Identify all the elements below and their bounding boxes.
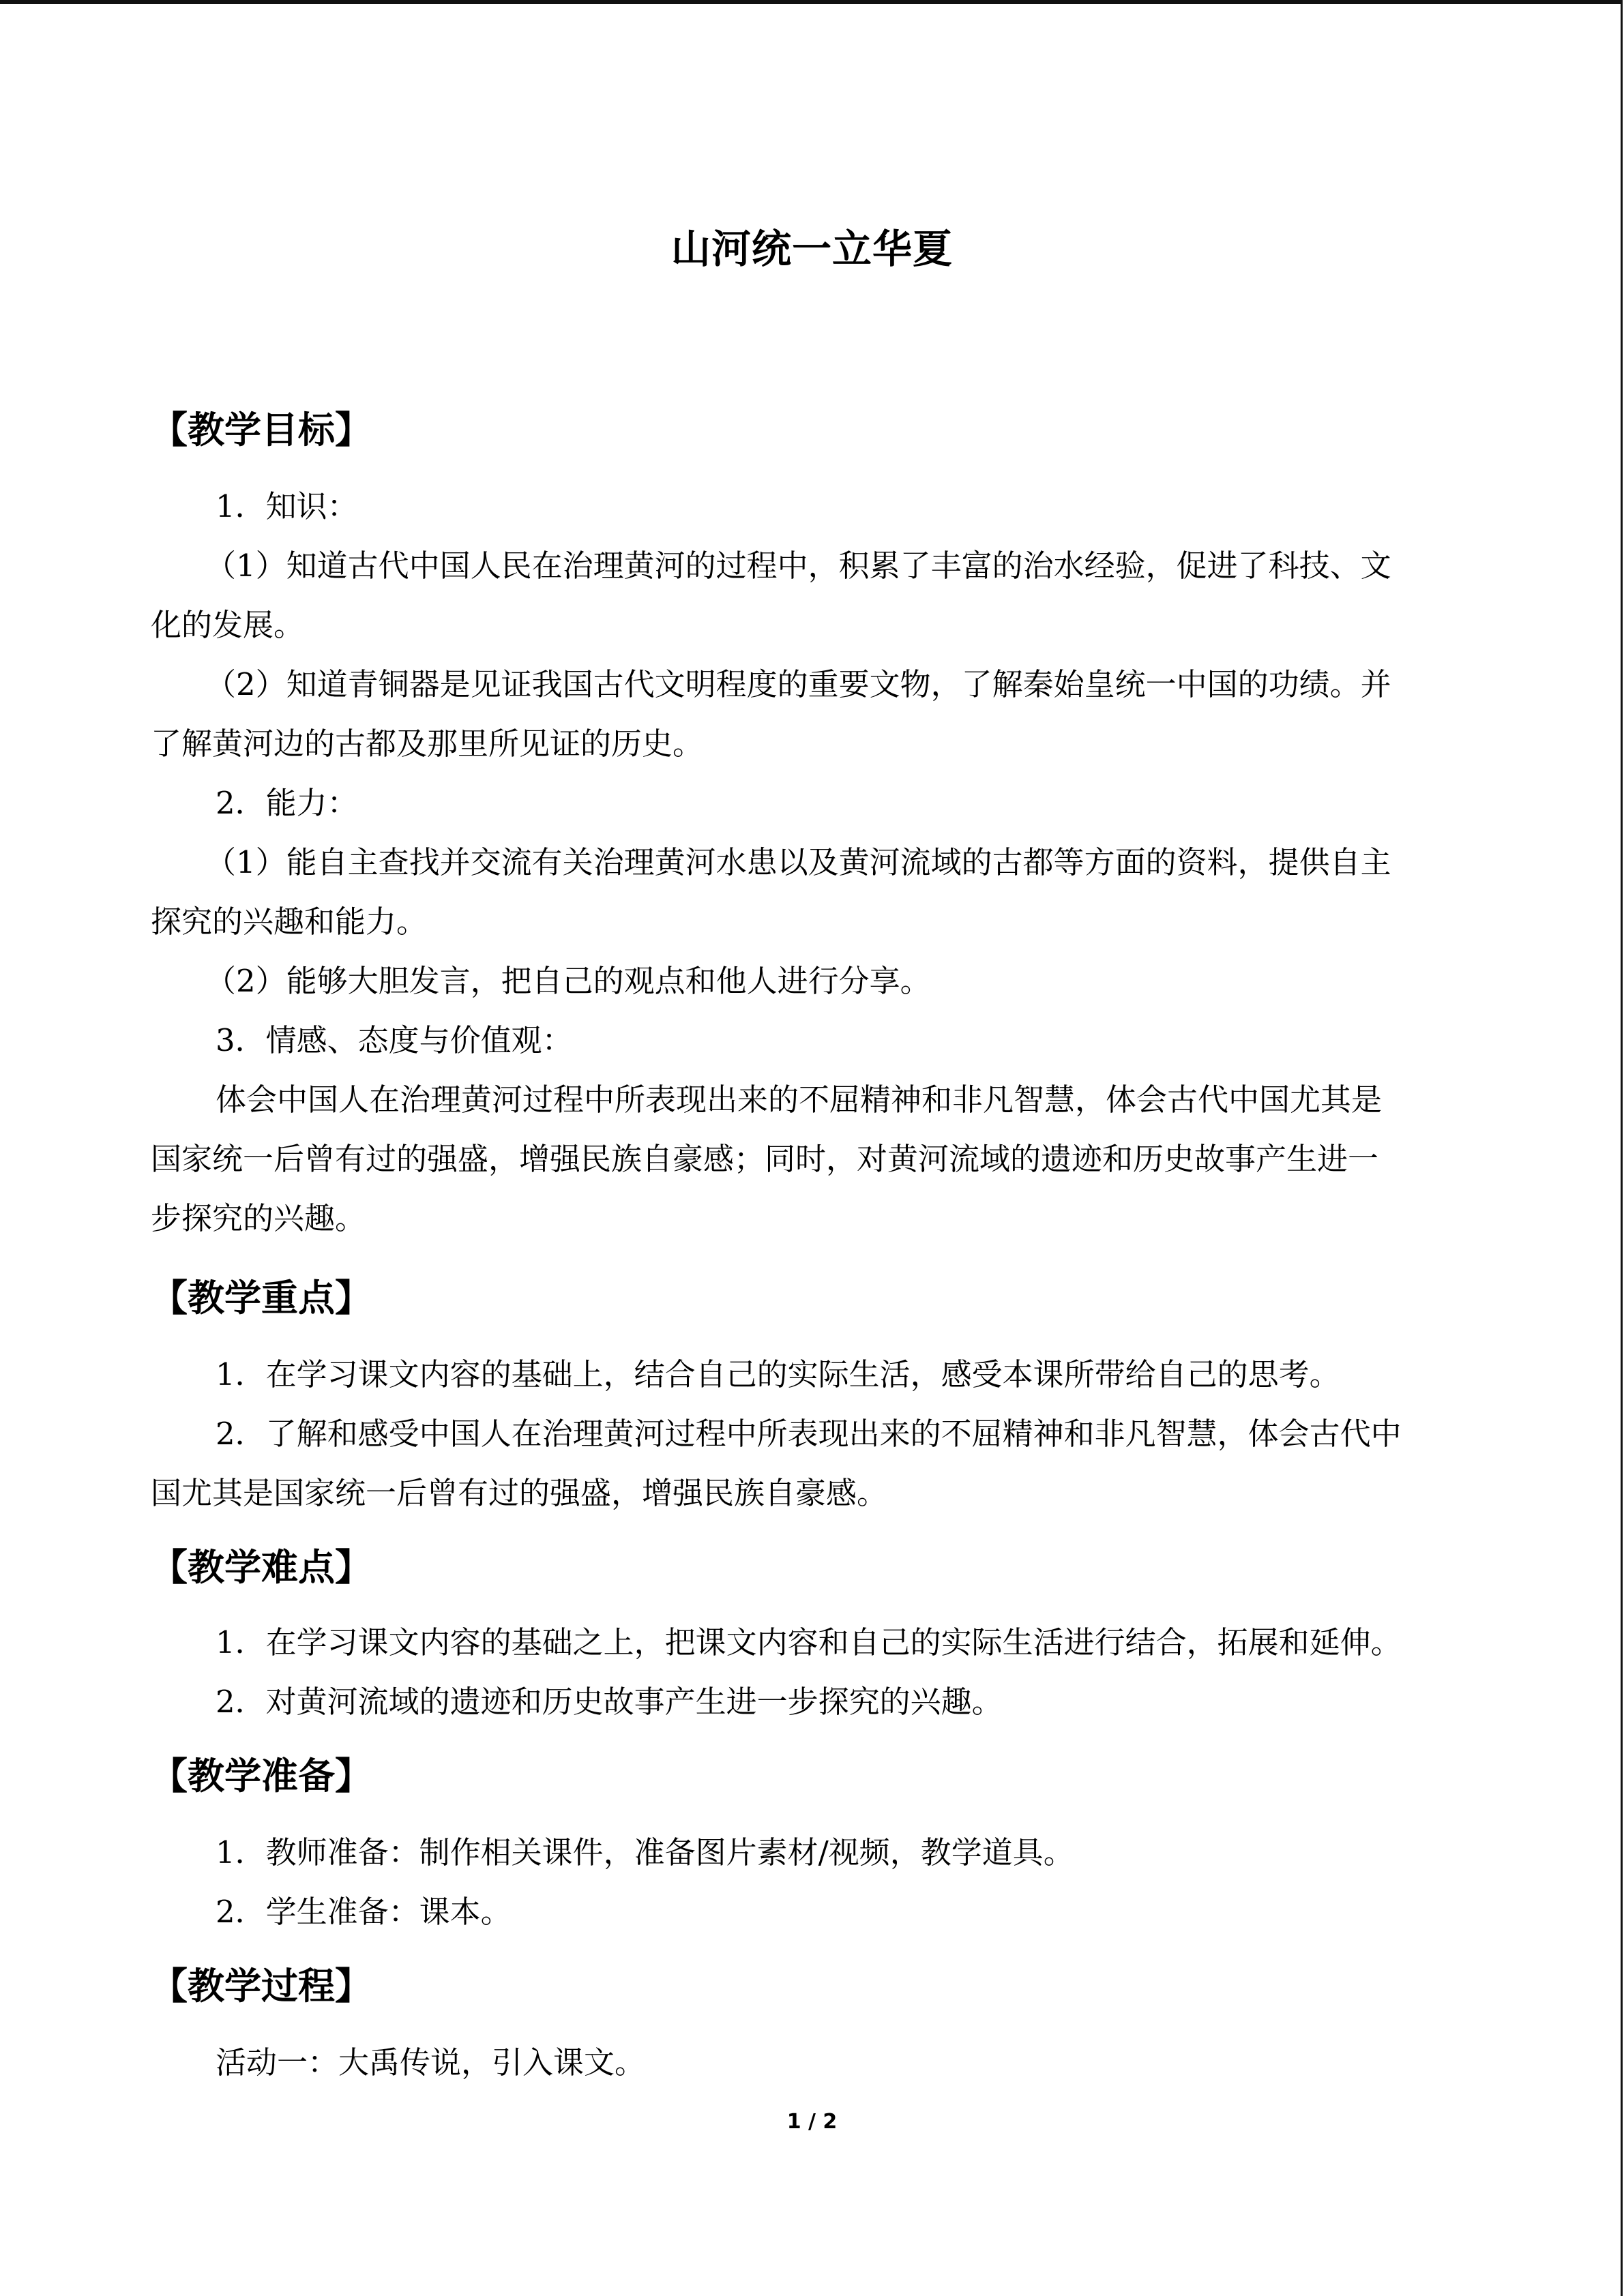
objectives-line: 步探究的兴趣。 — [151, 1200, 366, 1236]
objectives-line: 探究的兴趣和能力。 — [151, 904, 428, 940]
objectives-line: 体会中国人在治理黄河过程中所表现出来的不屈精神和非凡智慧，体会古代中国尤其是 — [216, 1082, 1383, 1118]
objectives-line: 1．知识： — [216, 488, 358, 524]
objectives-line: 国家统一后曾有过的强盛，增强民族自豪感；同时，对黄河流域的遗迹和历史故事产生进一 — [151, 1141, 1379, 1177]
objectives-line: （1）能自主查找并交流有关治理黄河水患以及黄河流域的古都等方面的资料，提供自主 — [205, 844, 1391, 880]
objectives-line: 化的发展。 — [151, 607, 305, 643]
section-heading-key-points: 【教学重点】 — [151, 1277, 372, 1320]
section-heading-preparation: 【教学准备】 — [151, 1755, 372, 1798]
difficulties-line: 1．在学习课文内容的基础之上，把课文内容和自己的实际生活进行结合，拓展和延伸。 — [216, 1624, 1402, 1660]
section-heading-difficulties: 【教学难点】 — [151, 1546, 372, 1589]
section-heading-objectives: 【教学目标】 — [151, 408, 372, 451]
preparation-line: 1．教师准备：制作相关课件，准备图片素材/视频，教学道具。 — [216, 1834, 1074, 1870]
preparation-line: 2．学生准备：课本。 — [216, 1894, 512, 1930]
objectives-line: 3．情感、态度与价值观： — [216, 1022, 573, 1058]
document-title: 山河统一立华夏 — [670, 226, 953, 272]
page-number: 1 / 2 — [786, 2110, 838, 2134]
objectives-line: （2）知道青铜器是见证我国古代文明程度的重要文物，了解秦始皇统一中国的功绩。并 — [205, 666, 1391, 702]
objectives-line: （2）能够大胆发言，把自己的观点和他人进行分享。 — [205, 963, 931, 999]
objectives-line: 2．能力： — [216, 785, 358, 821]
objectives-line: 了解黄河边的古都及那里所见证的历史。 — [151, 726, 704, 762]
difficulties-line: 2．对黄河流域的遗迹和历史故事产生进一步探究的兴趣。 — [216, 1684, 1003, 1720]
objectives-line: （1）知道古代中国人民在治理黄河的过程中，积累了丰富的治水经验，促进了科技、文 — [205, 548, 1391, 584]
section-heading-process: 【教学过程】 — [151, 1965, 372, 2008]
key-points-line: 1．在学习课文内容的基础上，结合自己的实际生活，感受本课所带给自己的思考。 — [216, 1356, 1340, 1392]
key-points-line: 国尤其是国家统一后曾有过的强盛，增强民族自豪感。 — [151, 1475, 888, 1511]
process-line: 活动一：大禹传说，引入课文。 — [216, 2044, 646, 2081]
key-points-line: 2．了解和感受中国人在治理黄河过程中所表现出来的不屈精神和非凡智慧，体会古代中 — [216, 1416, 1402, 1452]
